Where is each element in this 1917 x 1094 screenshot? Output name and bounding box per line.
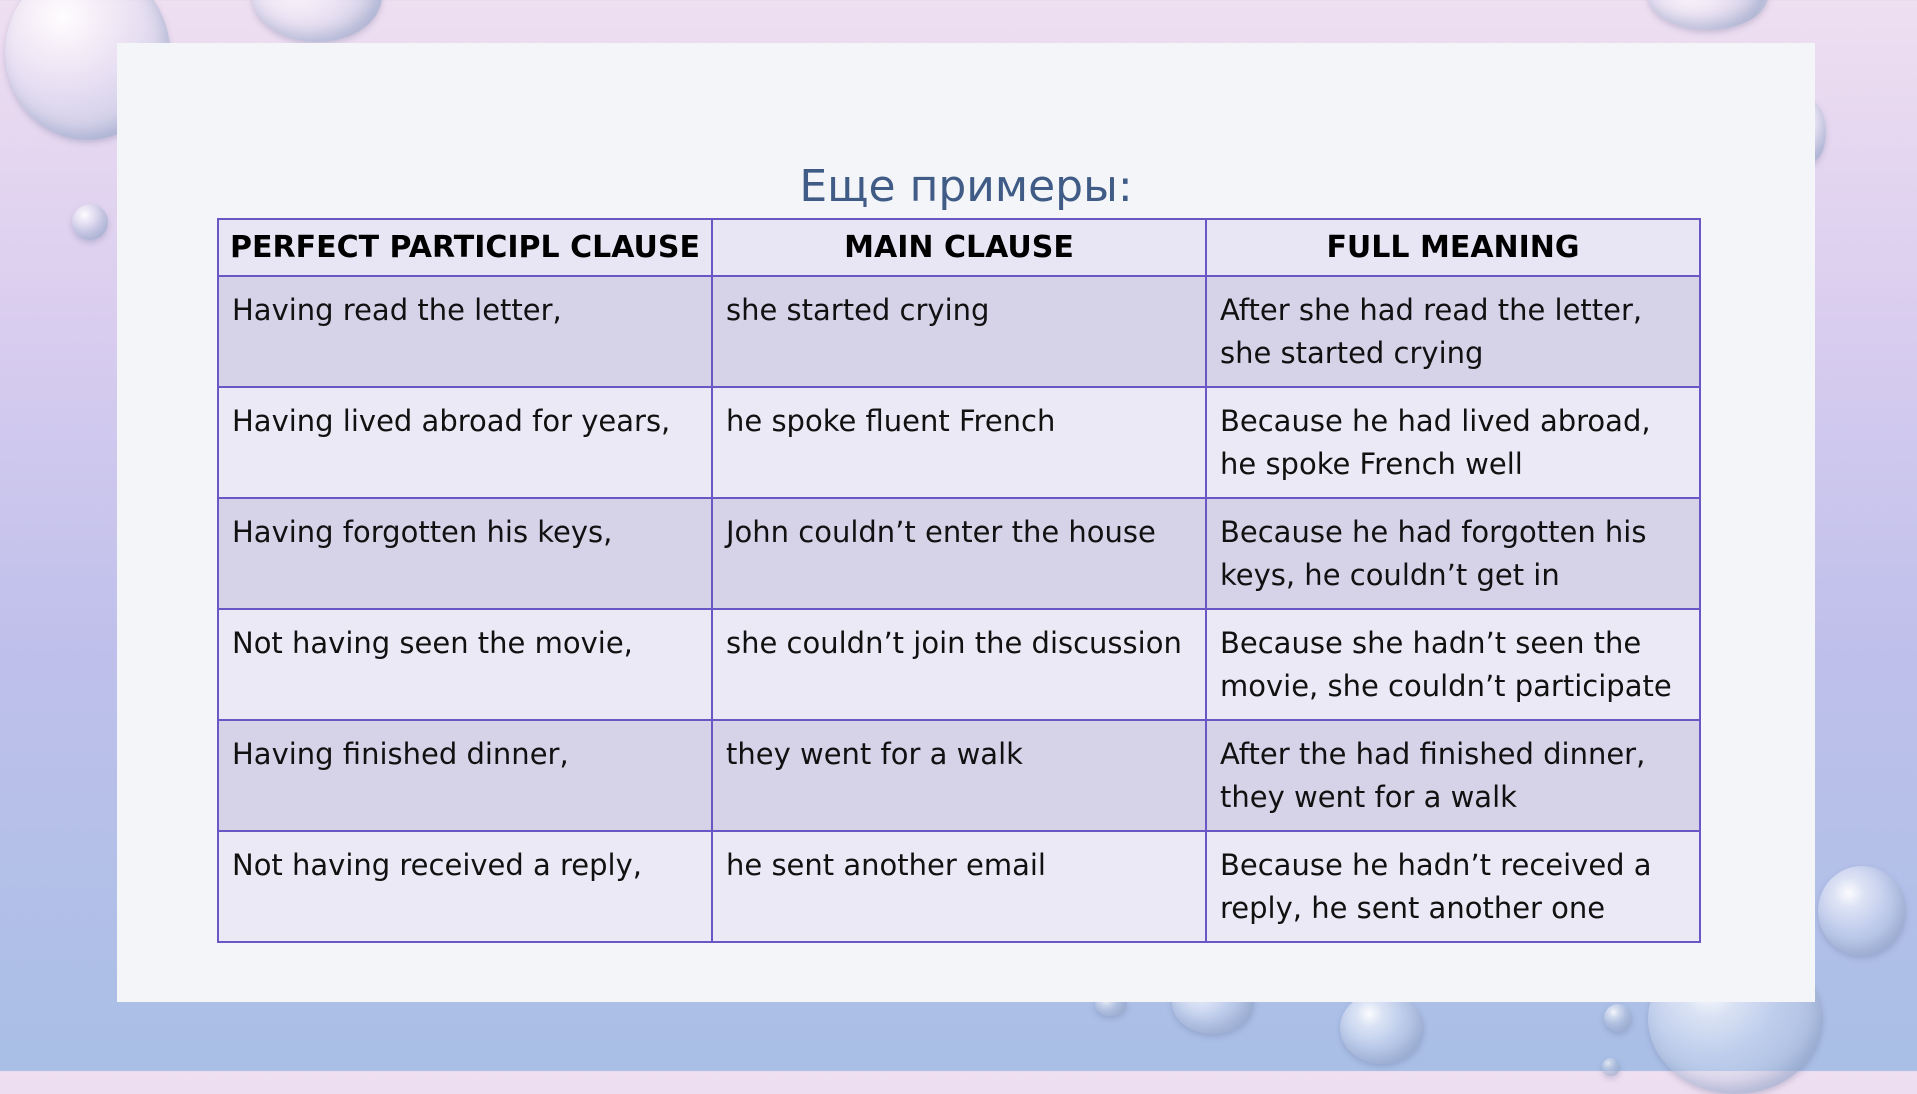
table-row [218,276,1700,387]
column-header-main-clause: MAIN CLAUSE [712,219,1206,276]
full-meaning-cell: Because he had forgotten his keys, he couldn’t get in [1206,498,1700,609]
full-meaning-cell: Because she hadn’t seen the movie, she couldn’t participate [1206,609,1700,720]
column-header-full-meaning: FULL MEANING [1206,219,1700,276]
table-row [218,387,1700,498]
main-clause-cell: she started crying [712,276,1206,387]
table-row [218,720,1700,831]
water-drop-decoration [252,0,382,42]
participle-clause-cell: Having read the letter, [218,276,712,387]
column-header-perfect-participle-clause: PERFECT PARTICIPL CLAUSE [218,219,712,276]
full-meaning-cell: After the had finished dinner, they went for a walk [1206,720,1700,831]
water-drop-decoration [72,204,108,240]
slide-title: Еще примеры: [799,161,1133,212]
participle-clause-cell: Not having received a reply, [218,831,712,942]
participle-clause-cell: Not having seen the movie, [218,609,712,720]
examples-table [217,218,1701,943]
water-drop-decoration [1340,992,1424,1064]
table-row [218,498,1700,609]
main-clause-cell: she couldn’t join the discussion [712,609,1206,720]
main-clause-cell: he spoke fluent French [712,387,1206,498]
water-drop-decoration [1648,0,1768,30]
table-row [218,831,1700,942]
water-drop-decoration [1818,866,1906,956]
table-row [218,609,1700,720]
main-clause-cell: he sent another email [712,831,1206,942]
participle-clause-cell: Having forgotten his keys, [218,498,712,609]
main-clause-cell: they went for a walk [712,720,1206,831]
full-meaning-cell: Because he had lived abroad, he spoke French well [1206,387,1700,498]
water-drop-decoration [1604,1004,1632,1032]
full-meaning-cell: After she had read the letter, she started crying [1206,276,1700,387]
water-drop-decoration [1602,1058,1620,1076]
main-clause-cell: John couldn’t enter the house [712,498,1206,609]
participle-clause-cell: Having finished dinner, [218,720,712,831]
table-header-row [218,219,1700,276]
participle-clause-cell: Having lived abroad for years, [218,387,712,498]
full-meaning-cell: Because he hadn’t received a reply, he sent another one [1206,831,1700,942]
